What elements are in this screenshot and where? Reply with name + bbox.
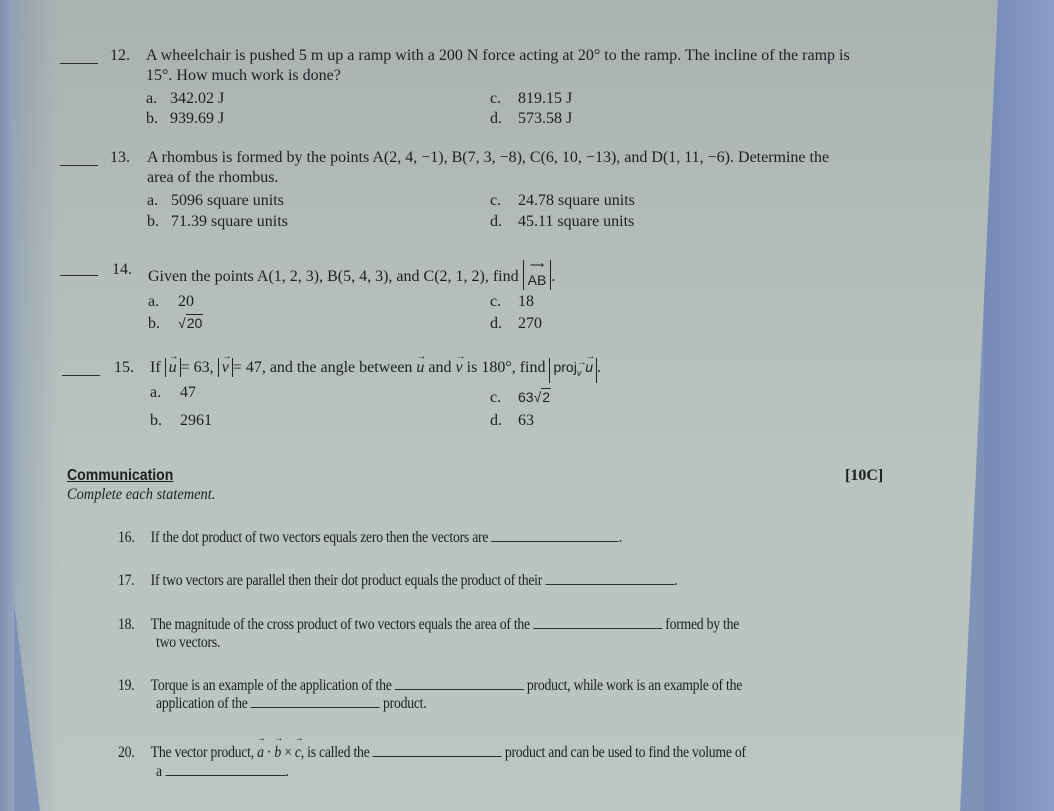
background-edge [0,0,14,811]
background-surface [984,0,1054,811]
option-14b[interactable]: b. √20 [148,315,203,332]
statement-19: 19. Torque is an example of the application of the product, while work is an example of the [118,677,743,694]
question-12-number: 12. [110,47,130,64]
statement-18-line2: two vectors. [156,634,221,651]
vector-v: → v [222,358,229,377]
option-13d[interactable]: d. 45.11 square units [490,213,635,230]
option-12d[interactable]: d. 573.58 J [490,110,573,127]
question-13-number: 13. [110,149,130,166]
fill-blank-19a[interactable] [395,677,524,690]
sqrt-icon: √20 [178,315,203,331]
statement-17: 17. If two vectors are parallel then their dot product equals the product of their . [118,572,678,589]
statement-18: 18. The magnitude of the cross product of two vectors equals the area of the formed by the [118,616,740,633]
answer-blank-15[interactable] [62,375,100,376]
question-15-number: 15. [114,359,134,376]
option-15c[interactable]: c. 63√2 [490,389,551,406]
fill-blank-20a[interactable] [373,744,502,757]
sqrt-icon: √ [533,389,542,405]
option-15b[interactable]: b. 2961 [150,412,212,429]
fill-blank-19b[interactable] [251,695,380,708]
vector-ab-magnitude: ⟶ AB [523,260,552,290]
option-15d[interactable]: d. 63 [490,412,534,429]
option-13a[interactable]: a. 5096 square units [147,192,284,209]
statement-16: 16. If the dot product of two vectors equals zero then the vectors are . [118,529,622,546]
vector-b: → b [274,744,281,762]
fill-blank-17[interactable] [545,572,674,585]
statement-20: 20. The vector product, → a · → b × → c, is called the product and can be used to find the volume of [118,744,746,762]
option-15a[interactable]: a. 47 [150,384,196,401]
vector-a: → a [257,744,264,762]
vector-u: → u [169,358,177,377]
question-14-text: Given the points A(1, 2, 3), B(5, 4, 3), and C(2, 1, 2), find ⟶ AB . [148,260,556,288]
vector-c: → c [295,744,301,762]
option-14c[interactable]: c. 18 [490,293,534,310]
question-13-text-line2: area of the rhombus. [147,169,279,186]
option-12b[interactable]: b. 939.69 J [146,110,225,127]
section-marks: [10C] [845,467,884,484]
question-14-number: 14. [112,261,132,278]
statement-20-line2: a . [156,763,289,780]
answer-blank-12[interactable] [60,63,98,64]
fill-blank-20b[interactable] [165,763,285,776]
question-12-text-line2: 15°. How much work is done? [146,67,341,84]
question-12-text: A wheelchair is pushed 5 m up a ramp with a 200 N force acting at 20° to the ramp. The incline of the ramp is [146,47,850,64]
option-13c[interactable]: c. 24.78 square units [490,192,635,209]
section-instruction: Complete each statement. [67,486,216,503]
question-13-text: A rhombus is formed by the points A(2, 4, −1), B(7, 3, −8), C(6, 10, −13), and D(1, 11, −6). Determine the [147,149,830,166]
vector-arrow-icon: ⟶ [529,260,545,271]
statement-19-line2: application of the product. [156,695,427,712]
option-14d[interactable]: d. 270 [490,315,542,332]
answer-blank-14[interactable] [60,275,98,276]
answer-blank-13[interactable] [60,165,98,166]
fill-blank-18[interactable] [533,616,662,629]
question-15-text: If → u = 63, → v = 47, and the angle between → u and → v is 180°, find proj→ $_v$ → u . [150,358,601,383]
section-heading: Communication [67,467,174,484]
option-14a[interactable]: a. 20 [148,293,194,310]
option-12a[interactable]: a. 342.02 J [146,90,225,107]
option-13b[interactable]: b. 71.39 square units [147,213,288,230]
fill-blank-16[interactable] [491,529,618,542]
option-12c[interactable]: c. 819.15 J [490,90,573,107]
